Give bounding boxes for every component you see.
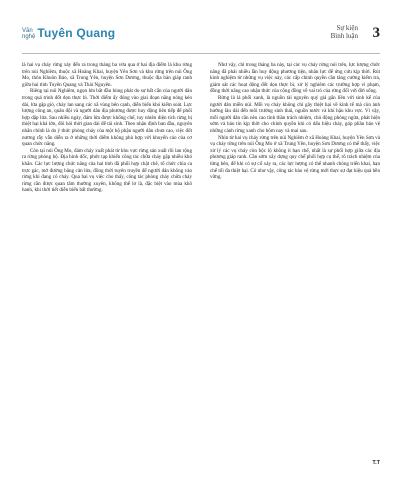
author-signature: T.T bbox=[372, 460, 380, 466]
logo-title: Tuyên Quang bbox=[37, 26, 116, 40]
page-number: 3 bbox=[372, 25, 380, 41]
header-divider bbox=[22, 53, 380, 54]
paragraph: Còn tại núi Ông Mo, đám cháy xuất phát từ khu vực rừng sản xuất rồi lan rộng ra rừng phòng hộ. Địa hình dốc, phức tạp khiến công tác chữa cháy gặp nhiều khó khăn. Các lực lượng chức năng của hai tỉnh đã phối hợp chặt chẽ, tổ chức chia ca trực gác, mở đường băng cản lửa, đồng thời tuyên truyền để người dân không vào rừng khi đang có cháy. Qua hai vụ việc cho thấy, công tác phòng cháy chữa cháy rừng cần được quan tâm thường xuyên, không thể lơ là, đặc biệt vào mùa khô hanh, khi thời tiết diễn biến bất thường. bbox=[22, 147, 192, 194]
section-line1: Sự kiện bbox=[336, 24, 358, 32]
page-header bbox=[22, 22, 380, 50]
paragraph: Nhìn từ hai vụ cháy rừng trên núi Nghiêm ở xã Hoàng Khai, huyện Yên Sơn và vụ cháy rừng trên núi Ông Mo ở xã Trung Yên, huyện Sơn Dương có thể thấy, việc xử lý các vụ cháy còn bộc lộ không ít hạn chế, nhất là sự phối hợp giữa các địa phương giáp ranh. Cần sớm xây dựng quy chế phối hợp cụ thể, rõ trách nhiệm của từng bên, để khi có sự cố xảy ra, các lực lượng có thể nhanh chóng triển khai, hạn chế tối đa thiệt hại. Có như vậy, công tác bảo vệ rừng mới thực sự đạt hiệu quả bền vững. bbox=[210, 134, 380, 181]
paragraph: Rừng là lá phổi xanh, là nguồn tài nguyên quý giá gắn liền với sinh kế của người dân miền núi. Mỗi vụ cháy không chỉ gây thiệt hại về kinh tế mà còn ảnh hưởng lâu dài đến môi trường sinh thái, nguồn nước và khí hậu khu vực. Vì vậy, mỗi người dân cần nêu cao tinh thần trách nhiệm, chủ động phòng ngừa, phát hiện sớm và báo tin kịp thời cho chính quyền khi có dấu hiệu cháy, góp phần bảo vệ những cánh rừng xanh cho hôm nay và mai sau. bbox=[210, 94, 380, 134]
paragraph: Như vậy, chỉ trong tháng ba này, tại các vụ cháy rừng nói trên, lực lượng chức năng đã phải nhiều lần huy động phương tiện, nhân lực để ứng cứu kịp thời. Rút kinh nghiệm từ những vụ việc này, các cấp chính quyền cần tăng cường kiểm tra, giám sát các hoạt động đốt dọn thực bì, xử lý nghiêm các trường hợp vi phạm, đồng thời nâng cao nhận thức của cộng đồng về vai trò của rừng đối với đời sống. bbox=[210, 62, 380, 95]
paragraph: Riêng tại núi Nghiêm, ngọn lửa bắt đầu bùng phát do sự bất cẩn của người dân trong quá trình đốt dọn thực bì. Thời điểm ấy đúng vào giai đoạn nắng nóng kéo dài, lửa gặp gió, cháy lan sang các xã vùng bên cạnh, diễn biến khó kiểm soát. Lực lượng công an, quân đội và người dân địa phương được huy động liên tiếp để phối hợp dập lửa. Sau nhiều ngày, đám lửa được khống chế, tuy nhiên diện tích rừng bị thiệt hại khá lớn, đòi hỏi thời gian dài để tái sinh. Theo nhận định ban đầu, nguyên nhân chính là do ý thức phòng cháy của một bộ phận người dân chưa cao, việc đốt nương rẫy vẫn diễn ra ở những thời điểm không phù hợp với khuyến cáo của cơ quan chức năng. bbox=[22, 88, 192, 148]
section-line2: Bình luận bbox=[330, 32, 358, 40]
logo-small-text bbox=[22, 28, 35, 40]
logo-small-line2: nghệ bbox=[22, 34, 36, 40]
right-column bbox=[210, 62, 380, 181]
section-label bbox=[331, 24, 358, 40]
logo-small-line1: Văn bbox=[22, 28, 33, 34]
left-column bbox=[22, 62, 192, 194]
paragraph: là hai vụ cháy rừng xảy đến ra trong tháng ba vừa qua ở hai địa điểm là khu rừng trên núi Nghiêm, thuộc xã Hoàng Khai, huyện Yên Sơn và khu rừng trên núi Ông Mo, thôn Khuôn Bảo, xã Trung Yên, huyện Sơn Dương, thuộc địa bàn giáp ranh giữa hai tỉnh Tuyên Quang và Thái Nguyên. bbox=[22, 62, 192, 88]
magazine-logo bbox=[22, 26, 115, 40]
